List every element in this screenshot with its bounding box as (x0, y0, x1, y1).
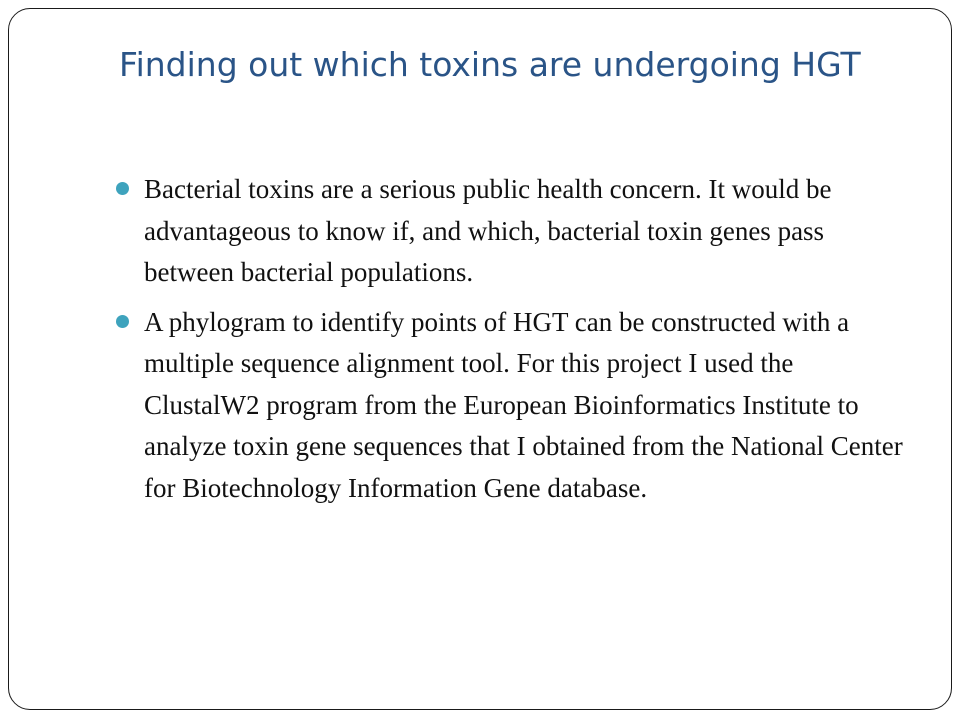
bullet-list (114, 169, 914, 517)
bullet-text: Bacterial toxins are a serious public health concern. It would be advantageous to know if, and which, bacterial toxin genes pass between bacterial populations. (144, 174, 832, 287)
bullet-dot-icon (116, 315, 129, 328)
slide-title: Finding out which toxins are undergoing HGT (119, 45, 861, 84)
bullet-item (114, 169, 914, 294)
bullet-text: A phylogram to identify points of HGT can be constructed with a multiple sequence alignment tool. For this project I used the ClustalW2 program from the European Bioinformatics Institute to analyze toxin gene sequences that I obtained from the National Center for Biotechnology Information Gene database. (144, 306, 903, 503)
bullet-dot-icon (116, 182, 129, 195)
slide-frame (8, 8, 952, 710)
bullet-item (114, 302, 914, 510)
